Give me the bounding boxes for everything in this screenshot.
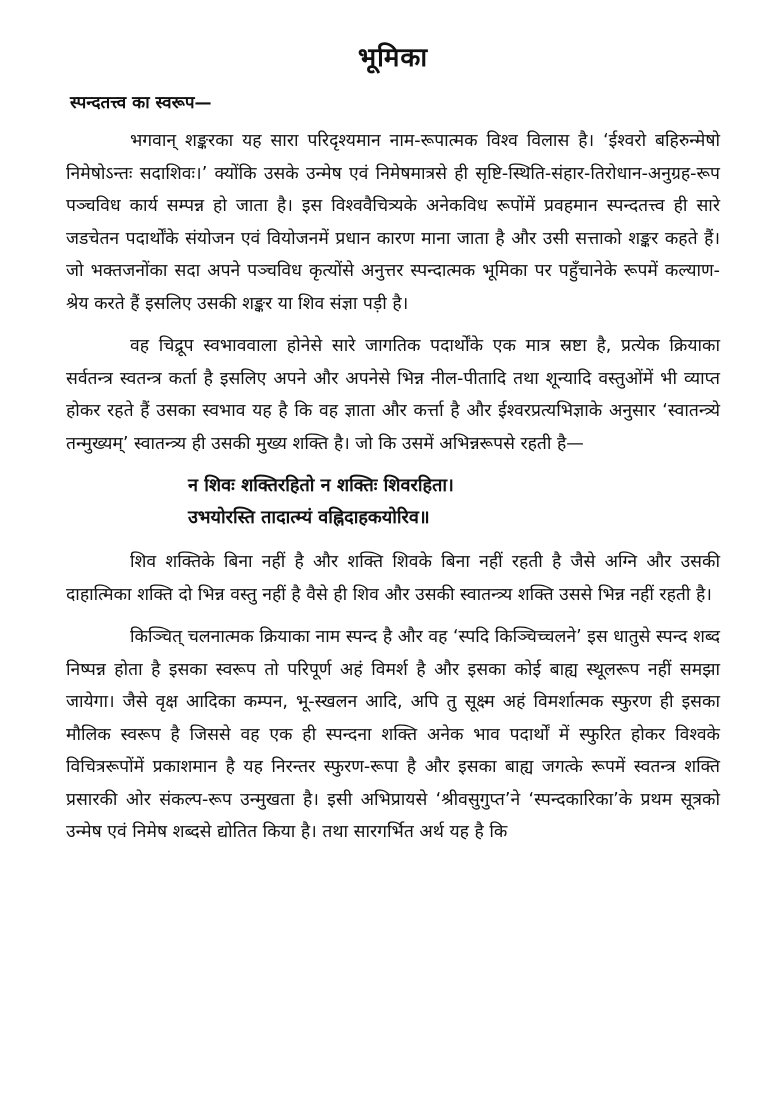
verse-line-2: उभयोरस्ति तादात्म्यं वह्निदाहकयोरिव॥ [188, 507, 430, 528]
paragraph-2: वह चिद्रूप स्वभाववाला होनेसे सारे जागतिक पदार्थोंके एक मात्र स्रष्टा है, प्रत्येक क्रियाका सर्वतन्त्र स्वतन्त्र कर्ता है इसलिए अपने और अपनेसे भिन्न नील-पीतादि तथा शून्यादि वस्तुओंमें भी व्याप्त होकर रहते हैं उसका स्वभाव यह है कि वह ज्ञाता और कर्त्ता है और ईश्वरप्रत्यभिज्ञाके अनुसार ‘स्वातन्त्र्ये तन्मुख्यम्’ स्वातन्त्र्य ही उसकी मुख्य शक्ति है। जो कि उसमें अभिन्नरूपसे रहती है— [66, 336, 720, 454]
page-title: भूमिका [357, 43, 429, 73]
paragraph-1: भगवान् शङ्करका यह सारा परिदृश्यमान नाम-रूपात्मक विश्व विलास है। ‘ईश्वरो बहिरुन्मेषो निमेषोऽन्तः सदाशिवः।’ क्योंकि उसके उन्मेष एवं निमेषमात्रसे ही सृष्टि-स्थिति-संहार-तिरोधान-अनुग्रह-रूप पञ्चविध कार्य सम्पन्न हो जाता है। इस विश्ववैचित्र्यके अनेकविध रूपोंमें प्रवहमान स्पन्दतत्त्व ही सारे जडचेतन पदार्थोंके संयोजन एवं वियोजनमें प्रधान कारण माना जाता है और उसी सत्ताको शङ्कर कहते हैं। जो भक्तजनोंका सदा अपने पञ्चविध कृत्योंसे अनुत्तर स्पन्दात्मक भूमिका पर पहुँचानेके रूपमें कल्याण-श्रेय करते हैं इसलिए उसकी शङ्कर या शिव संज्ञा पड़ी है। [66, 131, 720, 314]
section-heading: स्पन्दतत्त्व का स्वरूप— [70, 93, 212, 113]
paragraph-3: शिव शक्तिके बिना नहीं है और शक्ति शिवके बिना नहीं रहती है जैसे अग्नि और उसकी दाहात्मिका शक्ति दो भिन्न वस्तु नहीं है वैसे ही शिव और उसकी स्वातन्त्र्य शक्ति उससे भिन्न नहीं रहती है। [66, 552, 720, 605]
sanskrit-verse [66, 470, 720, 534]
paragraph-4: किञ्चित् चलनात्मक क्रियाका नाम स्पन्द है और वह ‘स्पदि किञ्चिच्चलने’ इस धातुसे स्पन्द शब्द निष्पन्न होता है इसका स्वरूप तो परिपूर्ण अहं विमर्श है और इसका कोई बाह्य स्थूलरूप नहीं समझा जायेगा। जैसे वृक्ष आदिका कम्पन, भू-स्खलन आदि, अपि तु सूक्ष्म अहं विमर्शात्मक स्फुरण ही इसका मौलिक स्वरूप है जिससे वह एक ही स्पन्दना शक्ति अनेक भाव पदार्थों में स्फुरित होकर विश्वके विचित्ररूपोंमें प्रकाशमान है यह निरन्तर स्फुरण-रूपा है और इसका बाह्य जगत्के रूपमें स्वतन्त्र शक्ति प्रसारकी ओर संकल्प-रूप उन्मुखता है। इसी अभिप्रायसे ‘श्रीवसुगुप्त’ने ‘स्पन्दकारिका’के प्रथम सूत्रको उन्मेष एवं निमेष शब्दसे द्योतित किया है। तथा सारगर्भित अर्थ यह है कि [66, 627, 720, 842]
verse-line-1: न शिवः शक्तिरहितो न शक्तिः शिवरहिता। [188, 475, 454, 496]
